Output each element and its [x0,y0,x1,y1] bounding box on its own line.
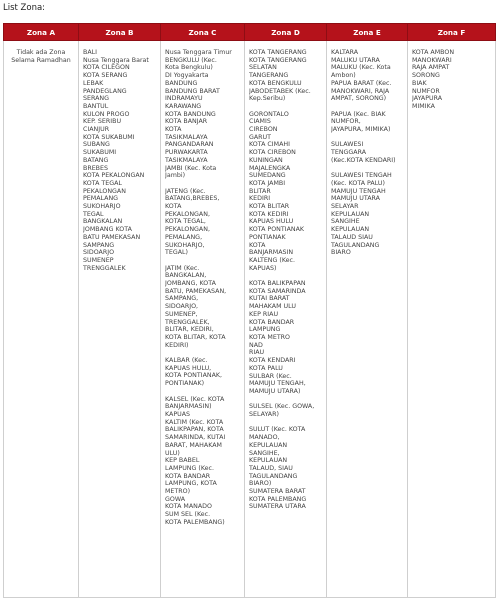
zona-table [3,23,496,598]
zone-entry: GOWA [165,495,186,503]
zone-entry: PEKALONGAN, [165,210,210,218]
zone-entry: BANDUNG [165,79,198,87]
cell-zona-e [327,41,408,598]
zone-entry: TALAUD SIAU [331,233,373,241]
zone-entry: SUMENEP, [165,310,198,318]
zone-entry: KARAWANG [165,102,202,110]
zone-entry: SANGIHE, [249,449,280,457]
zone-entry: SUMENEP [83,256,114,264]
zone-entry: PONTIANAK [249,233,286,241]
zone-entry: MANOKWARI [412,56,452,64]
header-zona-f: Zona F [408,24,496,41]
zone-entry: KOTA BALIKPAPAN [249,280,306,288]
line-gap [249,272,322,280]
zone-entry: SELAYAR) [249,411,279,418]
zone-entry: MAJALENGKA [249,164,291,172]
header-zona-d: Zona D [245,24,327,41]
zone-entry: KOTA [165,203,182,211]
zone-entry: BATANG,BREBES, [165,195,220,203]
zone-entry: BANTUL [83,102,109,110]
zone-entry: Jambi) [165,172,186,180]
zone-entry: SUM SEL (Kec. [165,511,211,519]
zone-entry: RIAU [249,349,265,357]
zone-entry: BATANG [83,156,109,164]
zone-entry: KOTA PALEMBANG) [165,518,225,526]
table-row [4,41,496,598]
zone-entry: SULSEL (Kec. GOWA, [249,403,315,411]
zone-entry: KAPUAS) [249,264,277,272]
zone-entry: Tidak ada Zona [16,49,66,56]
zone-entry: KOTA TANGERANG [249,56,307,64]
zone-entry: SELAYAR [331,203,359,211]
zone-entry: NUMFOR [412,87,440,95]
zone-entry: LAMPUNG, KOTA [165,480,217,488]
zone-entry: BALI [83,49,97,56]
zone-entry: KEDIRI [249,195,271,203]
zone-entry: GORONTALO [249,110,289,118]
zone-entry: SIDOARJO, [165,303,199,311]
zone-entry: Kota Bengkulu) [165,64,213,72]
zone-entry: KEP BABEL [165,457,200,465]
cell-zona-a [4,41,79,598]
zone-entry: KUTAI BARAT [249,295,290,303]
zone-entry: KOTA SERANG [83,72,128,80]
zone-entry: PANDEGLANG [83,87,127,95]
zone-entry: TALAUD, SIAU [249,464,293,472]
zone-entry: KOTA TEGAL [83,179,122,187]
zone-entry: KOTA PONTIANAK [249,226,305,234]
line-gap [165,180,240,188]
zone-entry: CIAMIS [249,118,271,126]
header-zona-b: Zona B [79,24,161,41]
zone-entry: ULU) [165,449,180,457]
zone-entry: LAMPUNG (Kec. [165,464,215,472]
zone-entry: SUMEDANG [249,172,286,180]
zone-entry: KOTA CIMAHI [249,141,290,149]
zone-entry: KOTA BLITAR [249,203,290,211]
zone-entry: SANGIHE [331,218,360,226]
zone-entry: KOTA BLITAR, KOTA [165,333,226,341]
zone-entry: JATENG (Kec. [165,187,206,195]
zone-entry: Kep.Seribu) [249,95,286,103]
zone-entry: KALBAR (Kec. [165,357,208,365]
zone-entry: BANDUNG BARAT [165,87,220,95]
zone-entry: BENGKULU (Kec. [165,56,217,64]
zone-entry: KOTA SAMARINDA [249,287,306,295]
zone-entry: Ambon) [331,72,356,80]
zone-entry: SULAWESI [331,141,364,149]
cell-zona-b [79,41,161,598]
header-zona-a: Zona A [4,24,79,41]
zone-entry: KOTA PALU [249,364,283,372]
line-gap [331,103,403,111]
zone-entry: KUNINGAN [249,156,283,164]
line-gap [331,165,403,173]
zone-entry: TANGERANG [249,72,289,80]
zone-entry: BLITAR, KEDIRI, [165,326,214,334]
zone-entry: KOTA BANDAR [165,472,211,480]
zone-entry: KOTA BANDAR [249,318,295,326]
zone-entry: MANOKWARI, RAJA [331,87,390,95]
zone-entry: TRENGGALEK, [165,318,210,326]
zone-entry: KEDIRI) [165,341,189,349]
zone-entry: BLITAR [249,187,271,195]
line-gap [165,388,240,396]
zone-entry: NUMFOR, [331,118,361,126]
zone-entry: TAGULANDANG [331,241,380,249]
zone-entry: KALTARA [331,49,359,56]
cell-zona-f [408,41,496,598]
zone-entry: KULON PROGO [83,110,130,118]
zone-entry: KOTA TANGERANG [249,49,307,56]
zone-entry: KAPUAS HULU, [165,364,212,372]
zone-entry: JAMBI (Kec. Kota [165,164,217,172]
zone-entry: SORONG [412,72,440,80]
zone-entry: BIAK [412,79,427,87]
zone-entry: KOTA KEDIRI [249,210,289,218]
zone-entry: KOTA [249,241,266,249]
zone-entry: AMPAT, SORONG) [331,95,387,103]
zone-entry: KOTA PEKALONGAN [83,172,145,180]
zone-entry: PAPUA BARAT (Kec. [331,79,392,87]
zone-entry: KEPULAUAN [331,210,370,218]
zone-entry: SULUT (Kec. KOTA [249,426,306,434]
table-header-row [4,24,496,41]
header-zona-c: Zona C [161,24,245,41]
zone-entry: JABODETABEK (Kec. [249,87,311,95]
zone-entry: MAHAKAM ULU [249,303,296,311]
line-gap [249,419,322,427]
cell-zona-c [161,41,245,598]
cell-zona-d [245,41,327,598]
zone-entry: KOTA KENDARI [249,357,296,365]
zone-entry: NAD [249,341,263,349]
zone-entry: METRO) [165,488,191,496]
zone-entry: PEMALANG, [165,233,203,241]
zone-entry: SAMPANG, [165,295,199,303]
zone-entry: BATU, PAMEKASAN, [165,287,227,295]
zone-entry: BIARO [331,249,351,257]
zone-entry: KOTA AMBON [412,49,455,56]
zone-entry: DI Yogyakarta [165,72,209,80]
zone-entry: MAMUJU UTARA [331,195,380,203]
zone-entry: MIMIKA [412,102,435,110]
zone-entry: KALSEL (Kec. KOTA [165,395,225,403]
zone-entry: KOTA MANADO [165,503,212,511]
zone-entry: Nusa Tenggara Timur [165,49,232,56]
zone-entry: SAMPANG [83,241,115,249]
zone-entry: INDRAMAYU [165,95,203,103]
zone-entry: KAPUAS [165,410,191,418]
zone-entry: SUKOHARJO, [165,241,205,249]
zone-entry: KOTA BANDUNG [165,110,216,118]
line-gap [249,396,322,404]
zone-entry: KOTA TEGAL, [165,218,206,226]
zone-entry: SULBAR (Kec. [249,372,292,380]
zone-entry: SULAWESI TENGAH [331,172,392,180]
zone-entry: PEKALONGAN, [165,226,210,234]
line-gap [331,134,403,142]
zone-entry: MAMUJU TENGAH [331,187,386,195]
zone-entry: SUMATERA UTARA [249,503,306,511]
zone-entry: BIARO) [249,480,272,488]
zone-entry: JAYAPURA, MIMIKA) [331,126,391,134]
zone-entry: MANADO, [249,434,280,442]
zone-entry: LAMPUNG [249,326,281,334]
zone-entry: TENGGARA [331,149,367,157]
zone-entry: BATU PAMEKASAN [83,233,141,241]
zone-entry: KOTA BENGKULU [249,79,302,87]
zone-entry: KALTIM (Kec. KOTA [165,418,224,426]
zone-entry: SELATAN [249,64,277,72]
zone-entry: KOTA CILEGON [83,64,130,72]
zone-entry: TASIKMALAYA [165,156,208,164]
zone-entry: Nusa Tenggara Barat [83,56,149,64]
zone-entry: PAPUA (Kec. BIAK [331,110,386,118]
line-gap [249,103,322,111]
zone-entry: (Kec. KOTA PALU) [331,179,385,187]
zone-entry: PANGANDARAN [165,141,214,149]
zone-entry: SUKOHARJO [83,203,121,211]
zone-entry: JATIM (Kec. [165,264,200,272]
zone-entry: MALUKU (Kec. Kota [331,64,391,72]
zone-entry: KOTA JAMBI [249,179,286,187]
zone-entry: SUMATERA BARAT [249,488,306,496]
zone-entry: KOTA SUKABUMI [83,133,135,141]
line-gap [165,349,240,357]
zone-entry: KEPULAUAN [331,226,370,234]
zone-entry: BANJARMASIN) [165,403,212,411]
zone-entry: KEPULAUAN [249,441,288,449]
zone-entry: TAGULANDANG [249,472,298,480]
zone-entry: SERANG [83,95,109,103]
zone-entry: (Kec.KOTA KENDARI) [331,156,396,164]
zone-entry: BANJARMASIN [249,249,294,257]
zone-entry: TEGAL [83,210,104,218]
zone-entry: KALTENG (Kec. [249,256,295,264]
zone-entry: KOTA PONTIANAK, [165,372,223,380]
zone-entry: CIANJUR [83,126,110,134]
zone-entry: KEP. SERIBU [83,118,122,126]
zone-entry: SUKABUMI [83,149,117,157]
zone-entry: GARUT [249,133,272,141]
zone-entry: MAMUJU UTARA) [249,387,301,395]
zone-entry: PEMALANG [83,195,119,203]
zone-entry: TRENGGALEK [83,264,126,272]
line-gap [165,257,240,265]
zone-entry: BALIKPAPAN, KOTA [165,426,224,434]
zone-entry: MAMUJU TENGAH, [249,380,306,388]
zone-entry: Selama Ramadhan [11,56,71,64]
zone-entry: LEBAK [83,79,104,87]
zone-entry: KOTA [165,126,182,134]
zone-entry: PURWAKARTA [165,149,208,157]
zone-entry: TEGAL) [165,249,188,257]
zone-entry: JAYAPURA [412,95,443,103]
zone-entry: BANGKALAN [83,218,123,226]
zone-entry: TASIKMALAYA [165,133,208,141]
page-title: List Zona: [3,3,46,13]
zone-entry: MALUKU UTARA [331,56,380,64]
zone-entry: KEPULAUAN [249,457,288,465]
zone-entry: KOTA CIREBON [249,149,296,157]
zone-entry: BARAT, MAHAKAM [165,441,222,449]
zone-entry: BREBES [83,164,108,172]
zone-entry: KEP RIAU [249,310,279,318]
zone-entry: BANGKALAN, [165,272,207,280]
zone-entry: JOMBANG, KOTA [165,280,216,288]
zone-entry: SIDOARJO [83,249,115,257]
zone-entry: SUBANG [83,141,110,149]
zone-entry: CIREBON [249,126,278,134]
header-zona-e: Zona E [327,24,408,41]
zone-entry: SAMARINDA, KUTAI [165,434,226,442]
zone-entry: JOMBANG KOTA [83,226,132,234]
zone-entry: KOTA METRO [249,333,290,341]
zone-entry: KAPUAS HULU [249,218,294,226]
zone-entry: RAJA AMPAT [412,64,450,72]
zone-entry: PEKALONGAN [83,187,126,195]
zone-entry: PONTIANAK) [165,380,205,388]
zone-entry: KOTA PALEMBANG [249,495,307,503]
zone-entry: KOTA BANJAR [165,118,208,126]
